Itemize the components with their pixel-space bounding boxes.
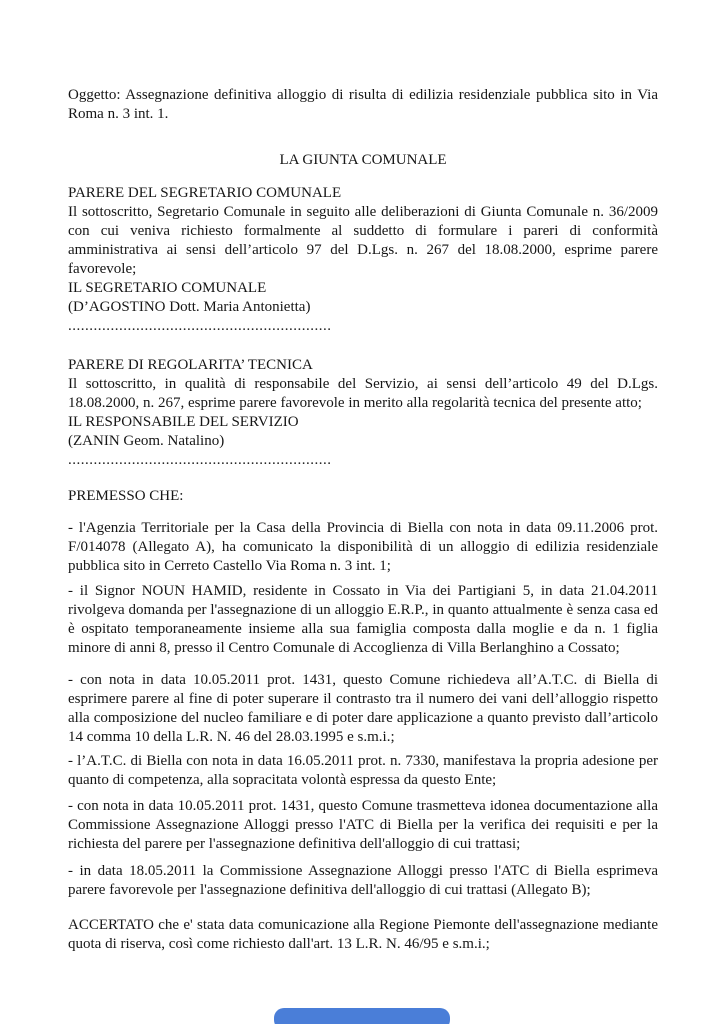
premise-item-2: - il Signor NOUN HAMID, residente in Cossato in Via dei Partigiani 5, in data 21.04.2011 rivolgeva domanda per l'assegnazione di un alloggio E.R.P., in quanto attualmente è senza casa ed è ospitato temporaneamente insieme alla sua famiglia composta dalla moglie e da n. 1 figlia minore di anni 8, presso il Centro Comunale di Accoglienza di Villa Berlanghino a Cossato; bbox=[68, 583, 658, 656]
technical-signer-role: IL RESPONSABILE DEL SERVIZIO bbox=[68, 414, 299, 430]
secretary-signer-name: (D’AGOSTINO Dott. Maria Antonietta) bbox=[68, 299, 311, 315]
premise-item-4: - l’A.T.C. di Biella con nota in data 16.05.2011 prot. n. 7330, manifestava la propria adesione per quanto di competenza, alla sopracitata volontà espressa da questo Ente; bbox=[68, 753, 658, 788]
secretary-signature-line: .............................................................. bbox=[68, 318, 332, 334]
premise-item-5: - con nota in data 10.05.2011 prot. 1431, questo Comune trasmetteva idonea documentazione alla Commissione Assegnazione Alloggi presso l'ATC di Biella per la verifica dei requisiti e per la richiesta del parere per l'assegnazione definitiva dell'alloggio di cui trattasi; bbox=[68, 798, 658, 852]
technical-opinion-section bbox=[68, 356, 658, 470]
technical-opinion-body: Il sottoscritto, in qualità di responsabile del Servizio, ai sensi dell’articolo 49 del D.Lgs. 18.08.2000, n. 267, esprime parere favorevole in merito alla regolarità tecnica del presente atto; bbox=[68, 376, 658, 411]
secretary-opinion-body: Il sottoscritto, Segretario Comunale in seguito alle deliberazioni di Giunta Comunale n. 36/2009 con cui veniva richiesto formalmente al suddetto di formulare i pareri di conformità amministrativa ai sensi dell’articolo 97 del D.Lgs. n. 267 del 18.08.2000, esprime parere favorevole; bbox=[68, 204, 658, 277]
premesso-heading: PREMESSO CHE: bbox=[68, 488, 184, 504]
technical-signature-line: .............................................................. bbox=[68, 452, 332, 468]
subject-paragraph: Oggetto: Assegnazione definitiva alloggio di risulta di edilizia residenziale pubblica sito in Via Roma n. 3 int. 1. bbox=[68, 87, 658, 122]
bottom-toolbar[interactable] bbox=[274, 1008, 450, 1024]
premise-item-6: - in data 18.05.2011 la Commissione Assegnazione Alloggi presso l'ATC di Biella esprimeva parere favorevole per l'assegnazione definitiva dell'alloggio di cui trattasi (Allegato B); bbox=[68, 863, 658, 898]
secretary-signer-role: IL SEGRETARIO COMUNALE bbox=[68, 280, 267, 296]
secretary-opinion-section bbox=[68, 184, 658, 336]
closing-paragraph: ACCERTATO che e' stata data comunicazione alla Regione Piemonte dell'assegnazione mediante quota di riserva, così come richiesto dall'art. 13 L.R. N. 46/95 e s.m.i.; bbox=[68, 917, 658, 952]
technical-signer-name: (ZANIN Geom. Natalino) bbox=[68, 433, 225, 449]
premise-item-3: - con nota in data 10.05.2011 prot. 1431, questo Comune richiedeva all’A.T.C. di Biella di esprimere parere al fine di poter superare il contrasto tra il numero dei vani dell’alloggio rispetto alla composizione del nucleo familiare e di poter dare applicazione a quanto previsto dall’articolo 14 comma 10 della L.R. N. 46 del 28.03.1995 e s.m.i.; bbox=[68, 672, 658, 745]
technical-opinion-title: PARERE DI REGOLARITA’ TECNICA bbox=[68, 357, 313, 373]
document-content bbox=[68, 0, 658, 954]
giunta-heading: LA GIUNTA COMUNALE bbox=[279, 152, 447, 168]
secretary-opinion-title: PARERE DEL SEGRETARIO COMUNALE bbox=[68, 185, 342, 201]
premise-item-1: - l'Agenzia Territoriale per la Casa della Provincia di Biella con nota in data 09.11.2006 prot. F/014078 (Allegato A), ha comunicato la disponibilità di un alloggio di edilizia residenziale pubblica sito in Cerreto Castello Via Roma n. 3 int. 1; bbox=[68, 520, 658, 574]
